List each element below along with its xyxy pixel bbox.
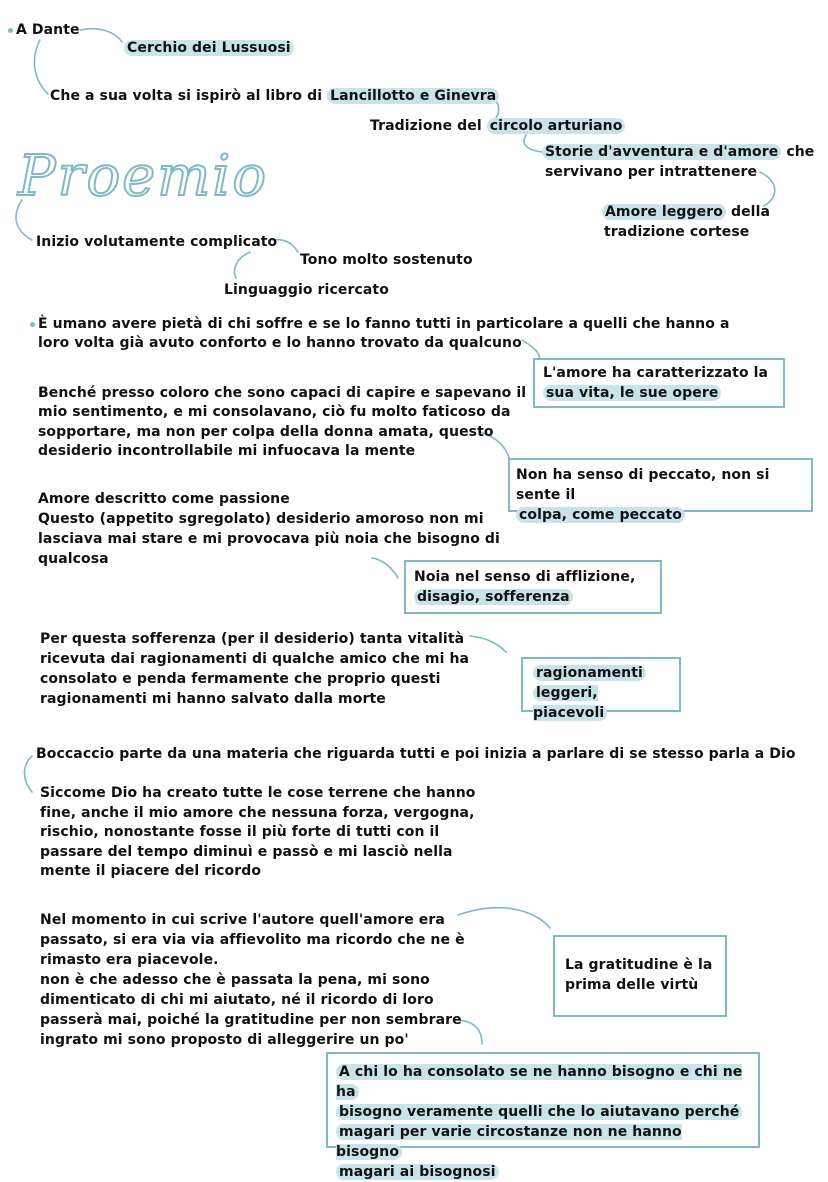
sec4-line1: Per questa sofferenza (per il desiderio) tanta vitalità [40, 631, 465, 647]
sec7-box-highlight2: bisogno veramente quelli che lo aiutavano perché [336, 1104, 742, 1120]
arrow-sec6-box [458, 908, 550, 928]
linguaggio-label: Linguaggio ricercato [224, 282, 389, 298]
sec5-line4: passare del tempo diminuì e passò e mi lasciò nella [40, 844, 453, 860]
tradizione-highlight: circolo arturiano [487, 118, 626, 134]
arrow-storie-amore [760, 172, 775, 206]
tradizione-line [370, 116, 625, 136]
bullet [30, 322, 35, 327]
sec2-box-line2 [516, 505, 805, 525]
sec6-box [553, 935, 727, 1017]
sec3-box [404, 560, 662, 614]
sec4-box [521, 657, 681, 721]
arrow-sec5-down [25, 756, 33, 792]
sec6-line4: non è che adesso che è passata la pena, mi sono [40, 972, 430, 988]
sec4-line3: consolato e penda fermamente che proprio questi [40, 671, 441, 687]
sec4-box-highlight1: ragionamenti [533, 665, 646, 681]
sec4-box-line2 [533, 683, 669, 723]
amore-suffix: della [725, 204, 771, 220]
sec5-heading: Boccaccio parte da una materia che riguarda tutti e poi inizia a parlare di se stesso parla a Dio [36, 746, 796, 762]
sec7-box-line2 [336, 1102, 750, 1122]
sec6-line2: passato, si era via via affievolito ma ricordo che ne è [40, 932, 465, 948]
sec6-line7: ingrato mi sono proposto di alleggerire un po' [40, 1032, 409, 1048]
sec6-line5: dimenticato di chi mi aiutato, né il ricordo di loro [40, 992, 434, 1008]
sec7-box-line3 [336, 1122, 750, 1162]
sec1-box-highlight: sua vita, le sue opere [543, 385, 721, 401]
arrow-sec1-box [522, 340, 540, 360]
sec5-line2: fine, anche il mio amore che nessuna forza, vergogna, [40, 805, 475, 821]
amore-line2: tradizione cortese [604, 224, 750, 240]
sec3-box-highlight: disagio, sofferenza [414, 589, 573, 605]
sec2-line3: sopportare, ma non per colpa della donna amata, questo [38, 424, 494, 440]
lancillotto-highlight: Lancillotto e Ginevra [327, 88, 499, 104]
arrow-dante-cerchio [80, 29, 122, 42]
sec3-box-line2 [414, 587, 652, 607]
sec7-box-highlight3: magari per varie circostanze non ne hanno bisogno [336, 1124, 682, 1160]
sec2-box-highlight: colpa, come peccato [516, 507, 685, 523]
storie-suffix: che [781, 144, 815, 160]
amore-highlight: Amore leggero [602, 204, 726, 220]
sec5-line5: mente il piacere del ricordo [40, 863, 262, 879]
sec6-box-line2: prima delle virtù [565, 977, 699, 993]
sec3-box-line1: Noia nel senso di afflizione, [414, 569, 636, 585]
lancillotto-line [50, 86, 499, 106]
sec4-line2: ricevuta dai ragionamenti di qualche amico che mi ha [40, 651, 470, 667]
arrow-tradizione-storie [524, 135, 542, 152]
sec3-line2: Questo (appetito sgregolato) desiderio amoroso non mi [38, 511, 484, 527]
sec7-box-line4 [336, 1162, 750, 1182]
tradizione-prefix: Tradizione del [370, 118, 487, 134]
arrow-dante-che [34, 40, 48, 94]
sec4-box-line1 [533, 663, 669, 683]
sec6-line3: rimasto era piacevole. [40, 952, 219, 968]
sec6-line1: Nel momento in cui scrive l'autore quell'amore era [40, 912, 445, 928]
arrow-inizio-linguaggio [235, 252, 250, 278]
sec1-line2: loro volta già avuto conforto e lo hanno trovato da qualcuno [38, 335, 522, 351]
sec6-box-line1: La gratitudine è la [565, 957, 713, 973]
sec3-line3: lasciava mai stare e mi provocava più noia che bisogno di [38, 531, 500, 547]
sec5-line1: Siccome Dio ha creato tutte le cose terrene che hanno [40, 785, 476, 801]
page-title: Proemio [18, 144, 269, 209]
sec4-box-highlight2: leggeri, piacevoli [533, 685, 607, 721]
arrow-sec3-box [372, 558, 398, 578]
inizio-label: Inizio volutamente complicato [36, 234, 278, 250]
sec7-box [326, 1052, 760, 1180]
sec7-box-highlight1: A chi lo ha consolato se ne hanno bisogno e chi ne ha [336, 1064, 743, 1100]
a-dante-label: A Dante [16, 22, 80, 38]
sec4-line4: ragionamenti mi hanno salvato dalla morte [40, 691, 386, 707]
sec1-line1: È umano avere pietà di chi soffre e se lo fanno tutti in particolare a quelli che hanno a [38, 316, 730, 332]
storie-line1 [542, 142, 814, 162]
sec7-box-highlight4: magari ai bisognosi [336, 1164, 499, 1180]
storie-line2: servivano per intrattenere [545, 164, 758, 180]
amore-line1 [602, 202, 770, 222]
sec3-line4: qualcosa [38, 551, 109, 567]
sec3-line1: Amore descritto come passione [38, 491, 290, 507]
cerchio-highlight: Cerchio dei Lussuosi [124, 40, 294, 56]
sec6-line6: passerà mai, poiché la gratitudine per non sembrare [40, 1012, 462, 1028]
sec7-box-line1 [336, 1062, 750, 1102]
tono-label: Tono molto sostenuto [300, 252, 473, 268]
sec5-line3: rischio, nonostante fosse il più forte di tutti con il [40, 824, 440, 840]
sec1-box-line1: L'amore ha caratterizzato la [543, 365, 769, 381]
sec2-line4: desiderio incontrollabile mi infuocava la mente [38, 443, 416, 459]
sec2-box-line1: Non ha senso di peccato, non si sente il [516, 467, 770, 503]
bullet [8, 28, 13, 33]
sec1-box [533, 358, 785, 408]
sec2-line2: mio sentimento, e mi consolavano, ciò fu molto faticoso da [38, 404, 511, 420]
sec2-line1: Benché presso coloro che sono capaci di capire e sapevano il [38, 385, 527, 401]
cerchio-label [124, 38, 294, 58]
sec2-box [508, 458, 813, 523]
arrow-sec4-box [470, 636, 506, 652]
lancillotto-prefix: Che a sua volta si ispirò al libro di [50, 88, 328, 104]
storie-highlight: Storie d'avventura e d'amore [542, 144, 781, 160]
sec1-box-line2 [543, 383, 775, 403]
